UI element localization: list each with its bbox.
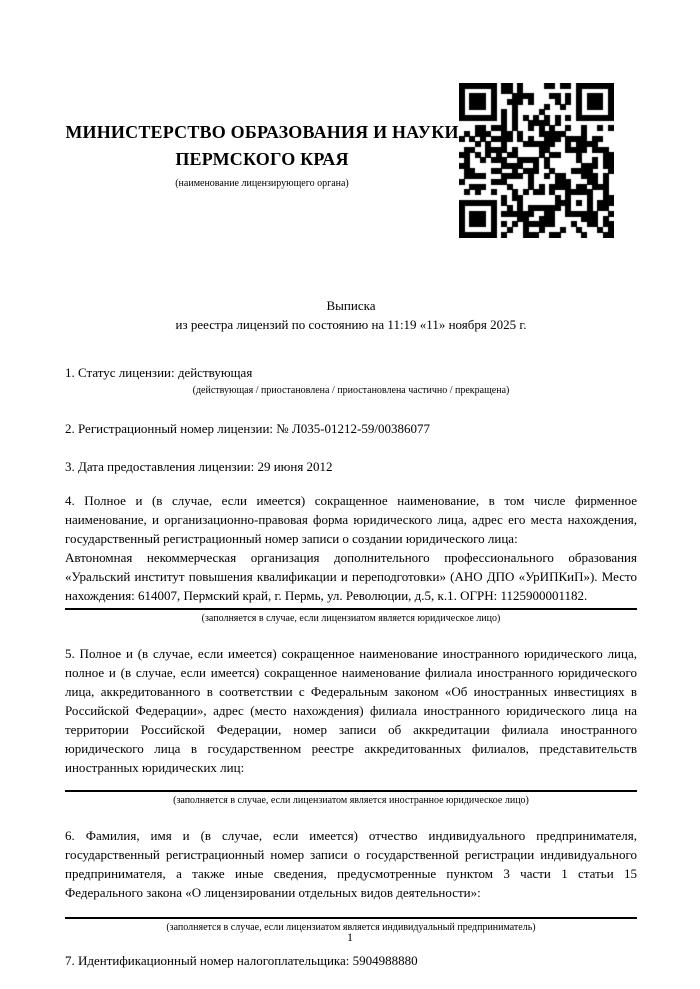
licensing-authority-block [65, 83, 459, 190]
document-content [65, 0, 637, 970]
field-registration-number: 2. Регистрационный номер лицензии: № Л035-01212-59/00386077 [65, 421, 431, 436]
field-license-status: 1. Статус лицензии: действующая [65, 365, 253, 380]
field-individual-entrepreneur-caption: (заполняется в случае, если лицензиатом является индивидуальный предприниматель) [166, 922, 536, 933]
document-header [65, 83, 637, 238]
field-legal-entity-value: Автономная некоммерческая организация дополнительного профессионального образования «Уральский институт повышения квалификации и переподготовки» (АНО ДПО «УрИПКиП»). Место нахождения: 614007, Пермский край, г. Пермь, ул. Революции, д.5, к.1. ОГРН: 1125900001182. [65, 550, 637, 603]
document-title-line2: из реестра лицензий по состоянию на 11:19 «11» ноября 2025 г. [175, 317, 527, 332]
licensing-authority-name-line1: МИНИСТЕРСТВО ОБРАЗОВАНИЯ И НАУКИ [65, 122, 459, 142]
field-legal-entity-label: 4. Полное и (в случае, если имеется) сокращенное наименование, в том числе фирменное наименование, и организационно-правовая форма юридического лица, адрес его места нахождения, государственный регистрационный номер записи о создании юридического лица: [65, 493, 637, 546]
field-foreign-entity-label: 5. Полное и (в случае, если имеется) сокращенное наименование иностранного юридического лица, полное и (в случае, если имеется) сокращенное наименование филиала иностранного юридического лица, аккредитованного в соответствии с Федеральным законом «Об иностранных инвестициях в Российской Федерации», адрес (место нахождения) филиала иностранного юридического лица на территории Российской Федерации, номер записи об аккредитации филиала иностранного юридического лица в государственном реестре аккредитованных филиалов, представительств иностранных юридических лиц: [65, 646, 637, 775]
document-title [65, 296, 637, 334]
qr-code [459, 83, 614, 238]
field-individual-entrepreneur-label: 6. Фамилия, имя и (в случае, если имеется) отчество индивидуального предпринимателя, государственный регистрационный номер записи о государственной регистрации индивидуального предпринимателя, а также иные сведения, предусмотренные пунктом 3 части 1 статьи 15 Федерального закона «О лицензировании отдельных видов деятельности»: [65, 828, 637, 900]
document-title-line1: Выписка [326, 298, 376, 313]
page-number: 1 [347, 930, 353, 944]
field-legal-entity-caption: (заполняется в случае, если лицензиатом является юридическое лицо) [201, 613, 501, 624]
licensing-authority-name-line2: ПЕРМСКОГО КРАЯ [175, 149, 349, 169]
fill-line-legal-entity [65, 607, 637, 610]
licensing-authority-caption: (наименование лицензирующего органа) [175, 178, 349, 189]
field-license-status-caption: (действующая / приостановлена / приостановлена частично / прекращена) [192, 385, 510, 396]
field-foreign-entity-caption: (заполняется в случае, если лицензиатом является иностранное юридическое лицо) [173, 795, 529, 806]
field-grant-date: 3. Дата предоставления лицензии: 29 июня 2012 [65, 459, 333, 474]
fill-line-foreign-entity [65, 789, 637, 792]
fill-line-individual-entrepreneur [65, 916, 637, 919]
field-taxpayer-number: 7. Идентификационный номер налогоплательщика: 5904988880 [65, 953, 418, 968]
